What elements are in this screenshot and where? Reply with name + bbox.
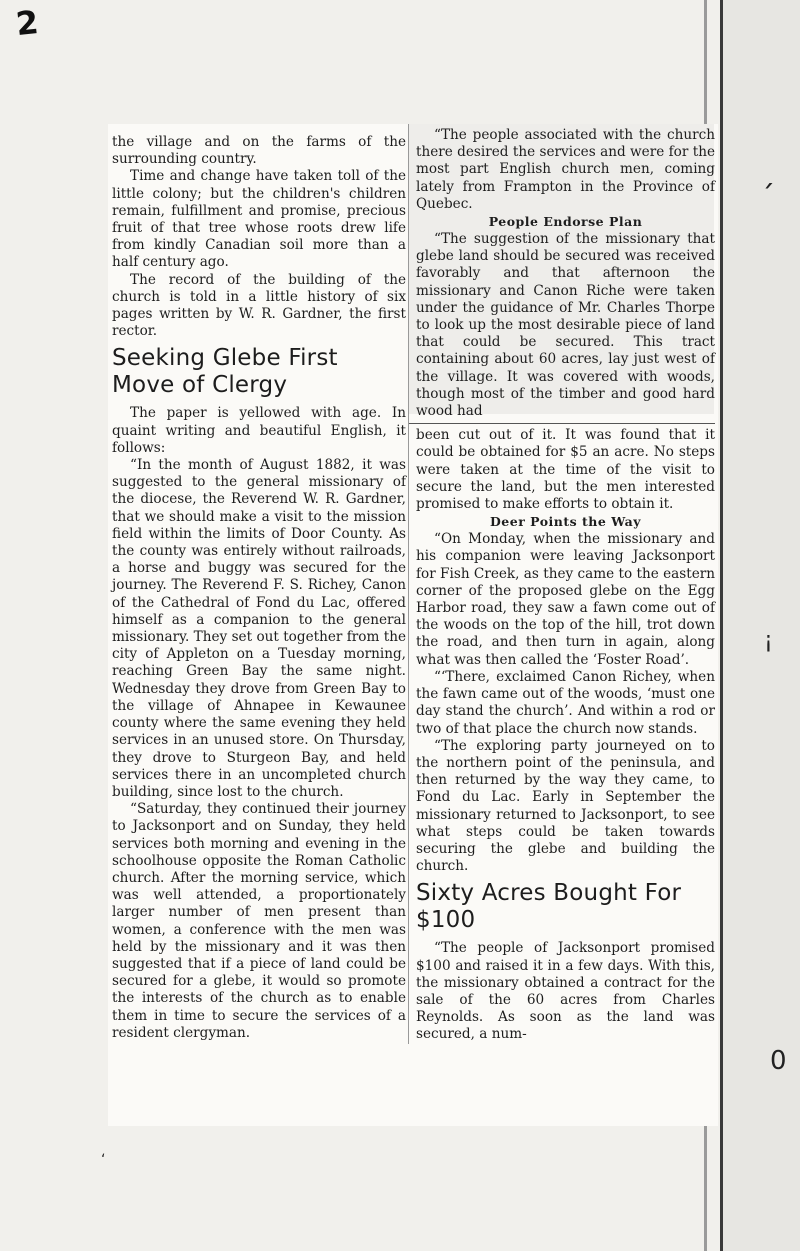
- article-paragraph: “On Monday, when the missionary and his companion were leaving Jacksonport for Fish Creek, as they came to the eastern corner of the proposed glebe on the Egg Harbor road, they saw a fawn come out of the woods on the top of the hill, trot down the road, and then turn in again, along what was then called the ‘Foster Road’.: [416, 531, 715, 668]
- article-paragraph: the village and on the farms of the surrounding country.: [112, 134, 406, 168]
- handwritten-page-number: 2: [14, 2, 41, 44]
- article-paragraph: “Saturday, they continued their journey to Jacksonport and on Sunday, they held services both morning and evening in the schoolhouse opposite the Roman Catholic church. After the morning service, which was well attended, a proportionately larger number of men present than women, a conference with the men was held by the missionary and it was then suggested that if a piece of land could be secured for a glebe, it would so promote the interests of the church as to enable them in time to secure the services of a resident clergyman.: [112, 801, 406, 1041]
- newspaper-clipping: [108, 124, 718, 1126]
- section-heading: Sixty Acres Bought For $100: [416, 880, 682, 934]
- article-paragraph: The paper is yellowed with age. In quaint writing and beautiful English, it follows:: [112, 405, 406, 456]
- article-paragraph: “The suggestion of the missionary that glebe land should be secured was received favorably and that afternoon the missionary and Canon Riche were taken under the guidance of Mr. Charles Thorpe to look up the most desirable piece of land that could be secured. This tract containing about 60 acres, lay just west of the village. It was covered with woods, though most of the timber and good hard wood had: [416, 231, 715, 420]
- article-paragraph: The record of the building of the church is told in a little history of six pages written by W. R. Gardner, the first rector.: [112, 271, 406, 340]
- subheading: People Endorse Plan: [488, 214, 643, 230]
- article-paragraph: “The people associated with the church there desired the services and were for the most part English church men, coming lately from Frampton in the Province of Quebec.: [416, 127, 715, 212]
- section-heading: Seeking Glebe First Move of Clergy: [112, 345, 338, 399]
- subheading: Deer Points the Way: [489, 514, 642, 530]
- article-paragraph: “In the month of August 1882, it was suggested to the general missionary of the diocese, the Reverend W. R. Gardner, that we should make a visit to the mission field within the limits of Door County. As the county was entirely without railroads, a horse and buggy was secured for the journey. The Reverend F. S. Richey, Canon of the Cathedral of Fond du Lac, offered himself as a companion to the general missionary. They set out together from the city of Appleton on a Tuesday morning, reaching Green Bay the same night. Wednesday they drove from Green Bay to the village of Ahnapee in Kewaunee county where the same evening they held services in an unused store. On Thursday, they drove to Sturgeon Bay, and held services there in an uncompleted church building, since lost to the church.: [112, 457, 406, 800]
- article-paragraph: “‘There, exclaimed Canon Richey, when the fawn came out of the woods, ‘must one day stand the church’. And within a rod or two of that place the church now stands.: [416, 668, 715, 737]
- right-column: [408, 124, 715, 1044]
- margin-mark: ¡: [764, 628, 773, 653]
- clipping-cut-line: [409, 423, 715, 424]
- margin-mark: ´: [760, 180, 775, 215]
- margin-mark: ‘: [101, 1152, 106, 1168]
- article-paragraph: Time and change have taken toll of the little colony; but the children's children remain, fulfillment and promise, precious fruit of that tree whose roots drew life from kindly Canadian soil more than a half century ago.: [112, 168, 406, 271]
- margin-mark: 0: [770, 1046, 787, 1076]
- article-paragraph: been cut out of it. It was found that it could be obtained for $5 an acre. No steps were taken at the time of the visit to secure the land, but the men interested promised to make efforts to obtain it.: [416, 427, 715, 513]
- article-paragraph: “The exploring party journeyed on to the northern point of the peninsula, and then returned by the way they came, to Fond du Lac. Early in September the missionary returned to Jacksonport, to see what steps could be taken towards securing the glebe and building the church.: [416, 737, 715, 875]
- left-column: [112, 124, 406, 1042]
- article-paragraph: “The people of Jacksonport promised $100 and raised it in a few days. With this, the missionary obtained a contract for the sale of the 60 acres from Charles Reynolds. As soon as the land was secured, a num-: [416, 940, 715, 1043]
